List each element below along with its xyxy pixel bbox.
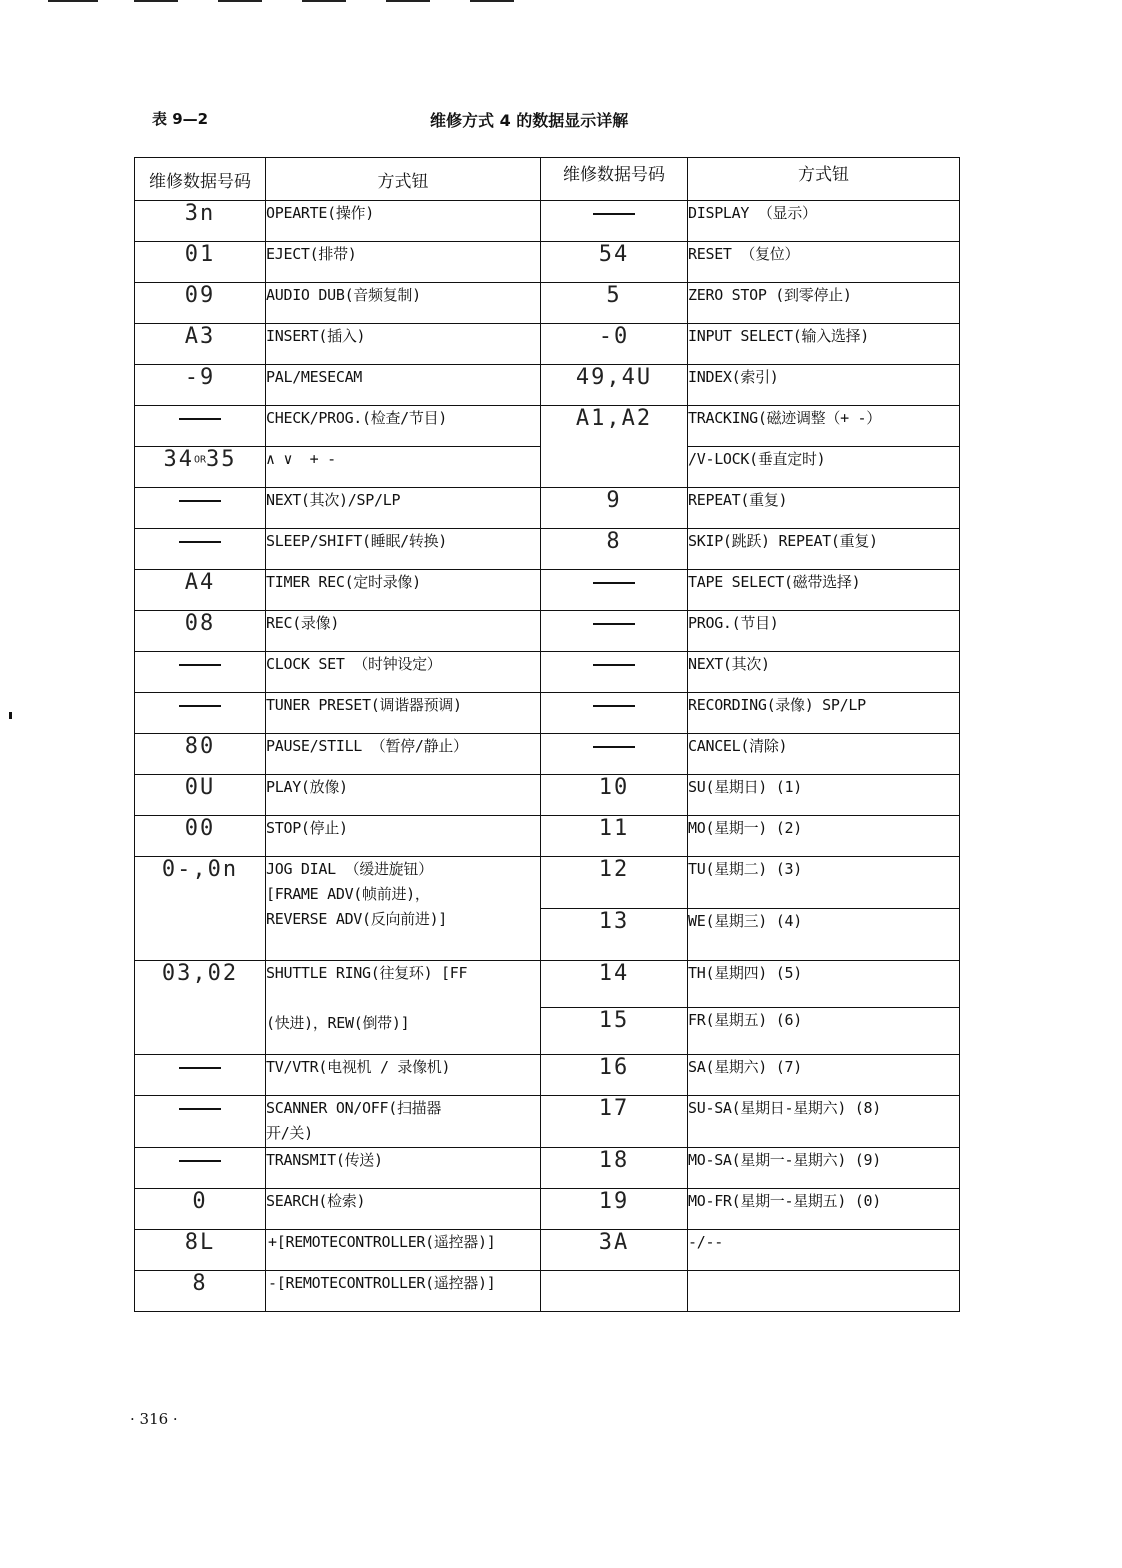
dash-mark [593, 213, 635, 215]
dash-mark [593, 623, 635, 625]
desc-cell: JOG DIAL （缓进旋钮） [FRAME ADV(帧前进)， REVERSE ADV(反向前进)] [266, 857, 541, 961]
table-row [135, 734, 960, 775]
code-cell [135, 652, 266, 693]
desc-cell: TU(星期二) (3) [688, 857, 960, 909]
table-row [135, 488, 960, 529]
code-cell: 0U [135, 775, 266, 816]
desc-cell: NEXT(其次) [688, 652, 960, 693]
desc-cell: REPEAT(重复) [688, 488, 960, 529]
code-cell [135, 447, 266, 488]
table-row [135, 201, 960, 242]
table-row [135, 652, 960, 693]
code-cell [541, 652, 688, 693]
or-label: OR [193, 454, 207, 466]
code-cell: 12 [541, 857, 688, 909]
desc-cell: CANCEL(清除) [688, 734, 960, 775]
code-cell: 17 [541, 1096, 688, 1148]
column-header-code-2: 维修数据号码 [541, 158, 688, 201]
desc-cell: INSERT(插入) [266, 324, 541, 365]
code-cell: 3n [135, 201, 266, 242]
desc-cell: PLAY(放像) [266, 775, 541, 816]
code-cell [135, 1096, 266, 1148]
table-row [135, 693, 960, 734]
code-cell: 49,4U [541, 365, 688, 406]
table-row [135, 611, 960, 652]
desc-cell: ZERO STOP (到零停止) [688, 283, 960, 324]
desc-cell: DISPLAY （显示） [688, 201, 960, 242]
code-a: 34 [163, 447, 194, 472]
desc-cell: NEXT(其次)/SP/LP [266, 488, 541, 529]
code-cell: 16 [541, 1055, 688, 1096]
dash-mark [179, 664, 221, 666]
code-cell: 09 [135, 283, 266, 324]
table-header-row [135, 158, 960, 201]
table-row [135, 1055, 960, 1096]
column-header-desc-2: 方式钮 [688, 158, 960, 201]
table-row [135, 1230, 960, 1271]
desc-cell: STOP(停止) [266, 816, 541, 857]
desc-cell: SCANNER ON/OFF(扫描器 开/关) [266, 1096, 541, 1148]
code-cell: 14 [541, 961, 688, 1008]
column-header-code-1: 维修数据号码 [135, 158, 266, 201]
desc-cell: WE(星期三) (4) [688, 909, 960, 961]
dash-mark [593, 582, 635, 584]
code-cell: 8 [135, 1271, 266, 1312]
table-row [135, 961, 960, 1008]
code-cell [541, 611, 688, 652]
code-cell [135, 1148, 266, 1189]
desc-cell: SEARCH(检索) [266, 1189, 541, 1230]
column-header-desc-1: 方式钮 [266, 158, 541, 201]
table-row [135, 1096, 960, 1148]
code-cell [135, 488, 266, 529]
table-row [135, 775, 960, 816]
code-cell: 54 [541, 242, 688, 283]
desc-cell: SU-SA(星期日-星期六) (8) [688, 1096, 960, 1148]
table-row [135, 324, 960, 365]
code-cell [541, 693, 688, 734]
code-cell: 19 [541, 1189, 688, 1230]
dash-mark [593, 705, 635, 707]
code-b: 35 [206, 447, 237, 472]
code-cell [541, 734, 688, 775]
desc-cell: TH(星期四) (5) [688, 961, 960, 1008]
dash-mark [179, 418, 221, 420]
desc-cell: TIMER REC(定时录像) [266, 570, 541, 611]
margin-mark [9, 712, 12, 719]
desc-cell: PAUSE/STILL （暂停/静止） [266, 734, 541, 775]
dash-mark [593, 746, 635, 748]
table-row [135, 242, 960, 283]
code-cell [135, 693, 266, 734]
dash-mark [179, 541, 221, 543]
code-cell: 08 [135, 611, 266, 652]
table-row [135, 570, 960, 611]
desc-cell: FR(星期五) (6) [688, 1008, 960, 1055]
table-row [135, 816, 960, 857]
code-cell: 15 [541, 1008, 688, 1055]
desc-cell: REC(录像) [266, 611, 541, 652]
desc-cell: OPEARTE(操作) [266, 201, 541, 242]
table-row [135, 1148, 960, 1189]
desc-cell: SHUTTLE RING(往复环) [FF (快进)，REW(倒带)] [266, 961, 541, 1055]
desc-cell: INDEX(索引) [688, 365, 960, 406]
desc-cell: TRACKING(磁迹调整（+ -） [688, 406, 960, 447]
code-cell: 5 [541, 283, 688, 324]
desc-cell: TUNER PRESET(调谐器预调) [266, 693, 541, 734]
desc-cell: RECORDING(录像) SP/LP [688, 693, 960, 734]
desc-cell: PROG.(节目) [688, 611, 960, 652]
code-cell [135, 406, 266, 447]
desc-cell: /V-LOCK(垂直定时) [688, 447, 960, 488]
code-cell: 8L [135, 1230, 266, 1271]
dash-mark [179, 1108, 221, 1110]
code-cell [135, 529, 266, 570]
dash-mark [179, 1067, 221, 1069]
dash-mark [179, 705, 221, 707]
desc-cell: -[REMOTECONTROLLER(遥控器)] [266, 1271, 541, 1312]
desc-cell: SKIP(跳跃) REPEAT(重复) [688, 529, 960, 570]
code-cell: 11 [541, 816, 688, 857]
desc-cell: PAL/MESECAM [266, 365, 541, 406]
code-cell: 0-,0n [135, 857, 266, 961]
code-cell: 18 [541, 1148, 688, 1189]
table-row [135, 1189, 960, 1230]
desc-cell: CLOCK SET （时钟设定） [266, 652, 541, 693]
desc-cell: TAPE SELECT(磁带选择) [688, 570, 960, 611]
desc-cell: TRANSMIT(传送) [266, 1148, 541, 1189]
desc-cell: MO(星期一) (2) [688, 816, 960, 857]
code-cell: 10 [541, 775, 688, 816]
code-cell: 3A [541, 1230, 688, 1271]
desc-cell: SLEEP/SHIFT(睡眠/转换) [266, 529, 541, 570]
code-cell: 80 [135, 734, 266, 775]
dash-mark [179, 500, 221, 502]
table-row [135, 1271, 960, 1312]
desc-cell: SU(星期日) (1) [688, 775, 960, 816]
dash-mark [593, 664, 635, 666]
desc-cell: MO-SA(星期一-星期六) (9) [688, 1148, 960, 1189]
code-cell [541, 1271, 688, 1312]
code-cell: -9 [135, 365, 266, 406]
code-cell: -0 [541, 324, 688, 365]
desc-cell: EJECT(排带) [266, 242, 541, 283]
desc-cell: MO-FR(星期一-星期五) (0) [688, 1189, 960, 1230]
code-cell: 00 [135, 816, 266, 857]
desc-cell: AUDIO DUB(音频复制) [266, 283, 541, 324]
code-cell [135, 1055, 266, 1096]
service-data-table [134, 157, 960, 1312]
code-cell: A1,A2 [541, 406, 688, 488]
desc-cell: ∧ ∨ + - [266, 447, 541, 488]
code-cell: 13 [541, 909, 688, 961]
table-row [135, 529, 960, 570]
desc-cell: RESET （复位） [688, 242, 960, 283]
code-cell: 8 [541, 529, 688, 570]
code-cell: 01 [135, 242, 266, 283]
desc-cell: INPUT SELECT(输入选择) [688, 324, 960, 365]
table-title: 维修方式 4 的数据显示详解 [430, 111, 629, 130]
code-cell [541, 201, 688, 242]
code-cell: 0 [135, 1189, 266, 1230]
dash-mark [179, 1160, 221, 1162]
top-edge-marks [40, 0, 540, 4]
desc-cell: +[REMOTECONTROLLER(遥控器)] [266, 1230, 541, 1271]
table-row [135, 857, 960, 909]
page-number: · 316 · [130, 1410, 178, 1428]
code-cell: A4 [135, 570, 266, 611]
code-cell [541, 570, 688, 611]
desc-cell: TV/VTR(电视机 / 录像机) [266, 1055, 541, 1096]
table-row [135, 365, 960, 406]
desc-cell [688, 1271, 960, 1312]
table-label: 表 9—2 [152, 110, 209, 128]
desc-cell: CHECK/PROG.(检查/节目) [266, 406, 541, 447]
table-row [135, 406, 960, 447]
desc-cell: -/-- [688, 1230, 960, 1271]
table-row [135, 283, 960, 324]
code-cell: A3 [135, 324, 266, 365]
code-cell: 03,02 [135, 961, 266, 1055]
desc-cell: SA(星期六) (7) [688, 1055, 960, 1096]
code-cell: 9 [541, 488, 688, 529]
